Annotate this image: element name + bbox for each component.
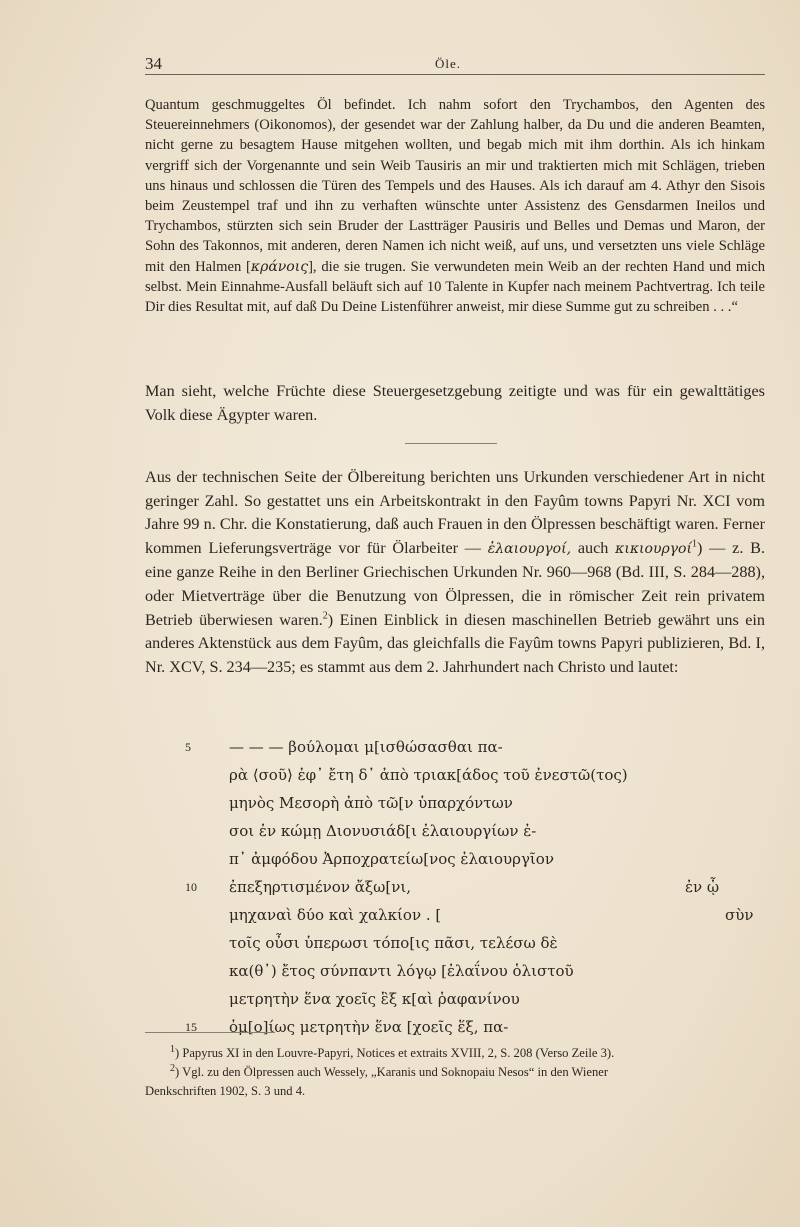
greek-line-right: ἐν ᾧ bbox=[685, 878, 720, 896]
page-number: 34 bbox=[145, 54, 162, 73]
section-divider bbox=[405, 443, 497, 444]
paragraph-technical bbox=[145, 466, 765, 679]
greek-word: κράνοις bbox=[250, 258, 309, 275]
line-number: 10 bbox=[185, 880, 197, 894]
greek-line-text: ἐπεξηρτισμένον ἄξω[νι, bbox=[229, 878, 411, 896]
greek-line-right: σὺν bbox=[725, 906, 754, 924]
paragraph-text: Quantum geschmuggeltes Öl befindet. Ich nahm sofort den Trychambos, den Agenten des Steuereinnehmers (Oikonomos), der gesendet war der Zahlung halber, da Du und die anderen Beamten, nicht gerne zu besagtem Hause mitgehen wollten, und begab mich mit ihm dorthin. Als ich hinkam vergriff sich der Vorgenannte und sein Weib Tausiris an mir und traktierten mich mit Schlägen, trieben uns hinaus und schlossen die Türen des Tempels und des Hauses. Als ich darauf am 4. Athyr den Sisois beim Zeustempel traf und ihn zu verhaften wünschte unter Assistenz des Gensdarmen Ineilos und Trychambos, stürzten sich sein Bruder der Lastträger Pausiris und Belles und Demas und Maron, der Sohn des Takonnos, mit anderen, deren Namen ich nicht weiß, auf uns, und versetzten uns viele Schläge mit den Halmen [ bbox=[145, 97, 765, 275]
line-number: 5 bbox=[185, 740, 191, 754]
footnote-2-continued: Denkschriften 1902, S. 3 und 4. bbox=[145, 1084, 306, 1098]
footnotes bbox=[145, 1043, 765, 1101]
line-number: 15 bbox=[185, 1020, 197, 1034]
greek-line-text: — — — βούλομαι μ[ισθώσασθαι πα- bbox=[229, 738, 503, 756]
footnote-mark: 1 bbox=[170, 1043, 175, 1055]
paragraph-comment: Man sieht, welche Früchte diese Steuergesetzgebung zeitigte und was für ein gewalttätiges Volk diese Ägypter waren. bbox=[145, 382, 765, 424]
paragraph-text: Aus der technischen Seite der Ölbereitung berichten uns Urkunden verschiedener Art in nicht geringer Zahl. So gestattet uns ein Arbeitskontrakt in den Fayûm towns Papyri Nr. XCI vom Jahre 99 n. Chr. die Konstatierung, daß auch Frauen in den Ölpressen beschäftigt waren. Ferner kommen Lieferungsverträge vor für Ölarbeiter — bbox=[145, 468, 765, 557]
paragraph-text: auch bbox=[571, 538, 616, 557]
footnote-2 bbox=[170, 1063, 765, 1082]
greek-line-text: ρὰ ⟨σοῦ⟩ ἐφ᾽ ἔτη δ᾽ ἀπὸ τριακ[άδος τοῦ ἐνεστῶ(τος) bbox=[229, 766, 628, 784]
paragraph-text: ], die sie trugen. Sie verwundeten mein Weib an der rechten Hand und mich selbst. Mein Einnahme-Ausfall beläuft sich auf 10 Talente in Kupfer nach meinem Pachtvertrag. Ich teile Dir dies Resultat mit, auf daß Du Deine Listenführer anweist, mir diese Summe gut zu schreiben . . .“ bbox=[145, 258, 765, 316]
greek-line-text: κα(θ᾽) ἔτος σύνπαντι λόγῳ [ἐλαΐνου ὁλιστοῦ bbox=[229, 962, 574, 980]
greek-line-text: π᾽ ἀμφόδου Ἀρποχρατείω[νος ἐλαιουργῖον bbox=[229, 850, 554, 868]
greek-line bbox=[185, 929, 765, 957]
greek-line bbox=[185, 789, 765, 817]
greek-papyrus-text bbox=[185, 733, 765, 1041]
greek-line-text: μηνὸς Μεσορὴ ἀπὸ τῶ[ν ὑπαρχόντων bbox=[229, 794, 513, 812]
greek-line bbox=[185, 957, 765, 985]
greek-line bbox=[185, 761, 765, 789]
greek-line bbox=[185, 733, 765, 761]
greek-line bbox=[185, 845, 765, 873]
paragraph-quote bbox=[145, 95, 765, 317]
greek-line-text: ὁμ[ο]ίως μετρητὴν ἕνα [χοεῖς ἕξ, πα- bbox=[229, 1018, 509, 1036]
greek-line bbox=[185, 817, 765, 845]
page-header bbox=[145, 52, 765, 75]
paragraph-text: ) — z. B. eine ganze Reihe in den Berliner Griechischen Urkunden Nr. 960—968 (Bd. III, S. 284—288), oder Mietverträge über die Benutzung von Ölpressen, die in römischer Zeit rein privatem Betrieb überwiesen waren. bbox=[145, 538, 765, 629]
footnote-rule bbox=[145, 1032, 275, 1033]
footnote-ref[interactable]: 2 bbox=[322, 610, 328, 622]
greek-line bbox=[185, 901, 765, 929]
footnote-ref[interactable]: 1 bbox=[691, 538, 697, 550]
greek-line-text: τοῖς οὖσι ὑπερωσι τόπο[ις πᾶσι, τελέσω δὲ bbox=[229, 934, 558, 952]
greek-line-text: μετρητὴν ἕνα χοεῖς ἓξ κ[αὶ ῥαφανίνου bbox=[229, 990, 520, 1008]
footnote-mark: 2 bbox=[170, 1062, 175, 1074]
greek-line-text: σοι ἐν κώμῃ Διονυσιάδ[ι ἐλαιουργίων ἐ- bbox=[229, 822, 537, 840]
footnote-text: ) Vgl. zu den Ölpressen auch Wessely, „Karanis und Soknopaiu Nesos“ in den Wiener bbox=[175, 1065, 609, 1079]
greek-line bbox=[185, 1013, 765, 1041]
greek-term: ἐλαιουργοί, bbox=[487, 540, 572, 557]
footnote-1 bbox=[170, 1044, 765, 1063]
running-title: Öle. bbox=[435, 56, 462, 71]
footnote-text: ) Papyrus XI in den Louvre-Papyri, Notices et extraits XVIII, 2, S. 208 (Verso Zeile 3). bbox=[175, 1046, 615, 1060]
greek-line bbox=[185, 873, 765, 901]
greek-line-text: μηχαναὶ δύο καὶ χαλκίον . [ bbox=[229, 906, 442, 924]
greek-line bbox=[185, 985, 765, 1013]
greek-term: κικιουργοί bbox=[615, 540, 692, 557]
paragraph-text: ) Einen Einblick in diesen maschinellen Betrieb gewährt uns ein anderes Aktenstück aus dem Fayûm, das gleichfalls die Fayûm towns Papyri publizieren, Bd. I, Nr. XCV, S. 234—235; es stammt aus dem 2. Jahrhundert nach Christo und lautet: bbox=[145, 610, 765, 676]
